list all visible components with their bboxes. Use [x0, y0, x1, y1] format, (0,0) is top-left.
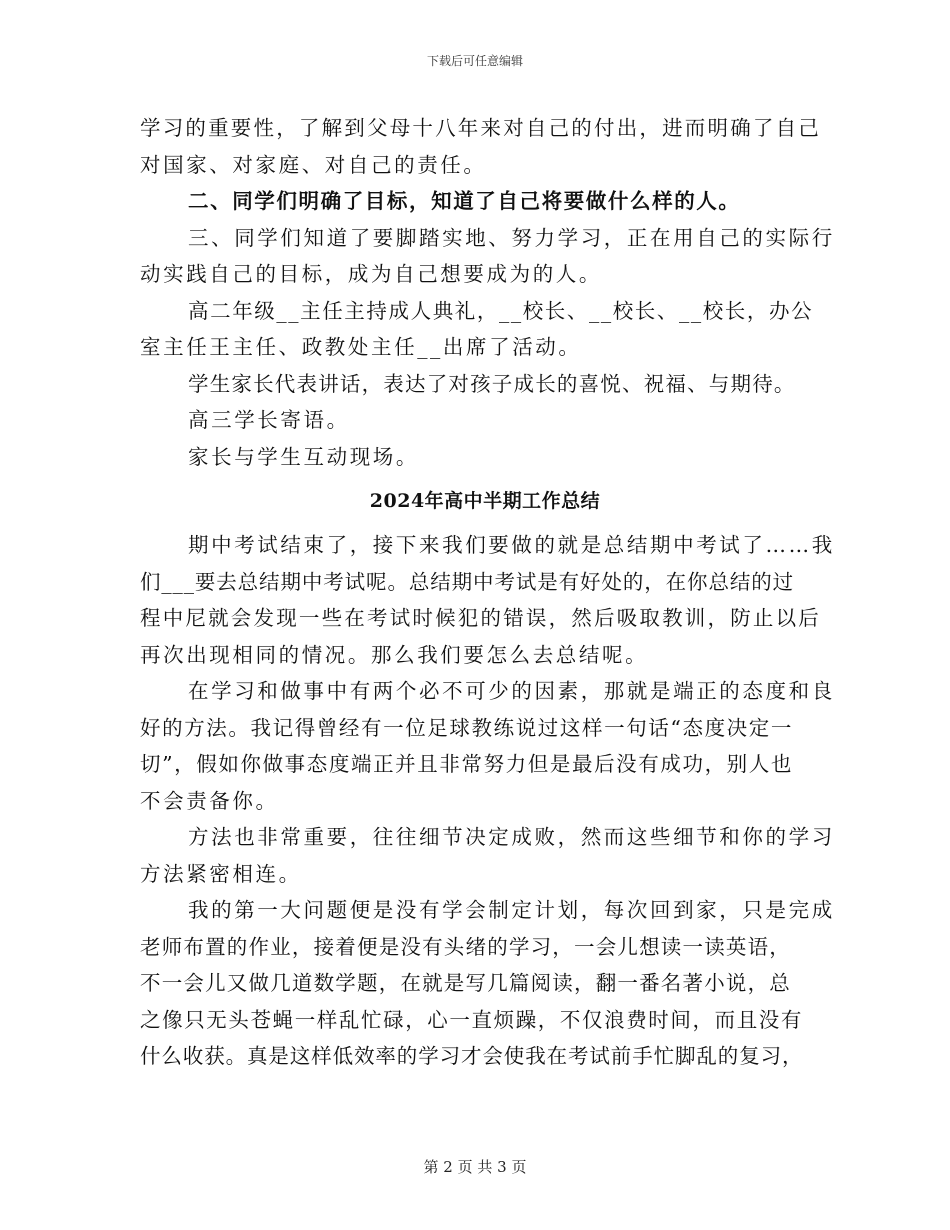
paragraph-line: 程中尼就会发现一些在考试时候犯的错误，然后吸取教训，防止以后: [140, 606, 821, 630]
paragraph-line: 们___要去总结期中考试呢。总结期中考试是有好处的，在你总结的过: [140, 569, 795, 594]
paragraph-line: 对国家、对家庭、对自己的责任。: [140, 152, 487, 177]
document-body: [140, 110, 835, 1075]
paragraph-line: 之像只无头苍蝇一样乱忙碌，心一直烦躁，不仅浪费时间，而且没有: [140, 1007, 803, 1032]
page-number-footer: 第 2 页 共 3 页: [423, 1158, 527, 1176]
paragraph-line: 方法紧密相连。: [140, 861, 302, 886]
paragraph-line: 在学习和做事中有两个必不可少的因素，那就是端正的态度和良: [188, 679, 835, 703]
paragraph-line: 学生家长代表讲话，表达了对孩子成长的喜悦、祝福、与期待。: [188, 371, 796, 396]
paragraph-line: 三、同学们知道了要脚踏实地、努力学习，正在用自己的实际行: [188, 225, 835, 250]
paragraph-line: 高二年级__主任主持成人典礼，__校长、__校长、__校长，办公: [188, 298, 814, 323]
paragraph-line: 高三学长寄语。: [188, 408, 350, 432]
paragraph-line: 家长与学生互动现场。: [188, 444, 419, 469]
paragraph-line: 学习的重要性，了解到父母十八年来对自己的付出，进而明确了自己: [140, 116, 821, 140]
paragraph-line: 再次出现相同的情况。那么我们要怎么去总结呢。: [140, 642, 649, 667]
article-title: 2024年高中半期工作总结: [369, 490, 601, 512]
paragraph-line: 不会责备你。: [140, 788, 279, 813]
paragraph-line: 老师布置的作业，接着便是没有头绪的学习，一会儿想读一读英语，: [140, 934, 791, 959]
paragraph-line: 动实践自己的目标，成为自己想要成为的人。: [140, 262, 602, 286]
paragraph-line: 我的第一大问题便是没有学会制定计划，每次回到家，只是完成: [188, 898, 835, 922]
bold-heading-line: 二、同学们明确了目标，知道了自己将要做什么样的人。: [188, 189, 741, 213]
page-header-note: 下载后可任意编辑: [426, 54, 523, 68]
paragraph-line: 不一会儿又做几道数学题，在就是写几篇阅读，翻一番名著小说，总: [140, 971, 791, 995]
paragraph-line: 期中考试结束了，接下来我们要做的就是总结期中考试了……我: [188, 533, 835, 557]
paragraph-line: 好的方法。我记得曾经有一位足球教练说过这样一句话“态度决定一: [140, 715, 793, 740]
paragraph-line: 方法也非常重要，往往细节决定成败，然而这些细节和你的学习: [188, 825, 835, 849]
paragraph-line: 切”，假如你做事态度端正并且非常努力但是最后没有成功，别人也: [140, 752, 793, 776]
paragraph-line: 什么收获。真是这样低效率的学习才会使我在考试前手忙脚乱的复习，: [140, 1044, 804, 1068]
paragraph-line: 室主任王主任、政教处主任__出席了活动。: [140, 335, 582, 359]
